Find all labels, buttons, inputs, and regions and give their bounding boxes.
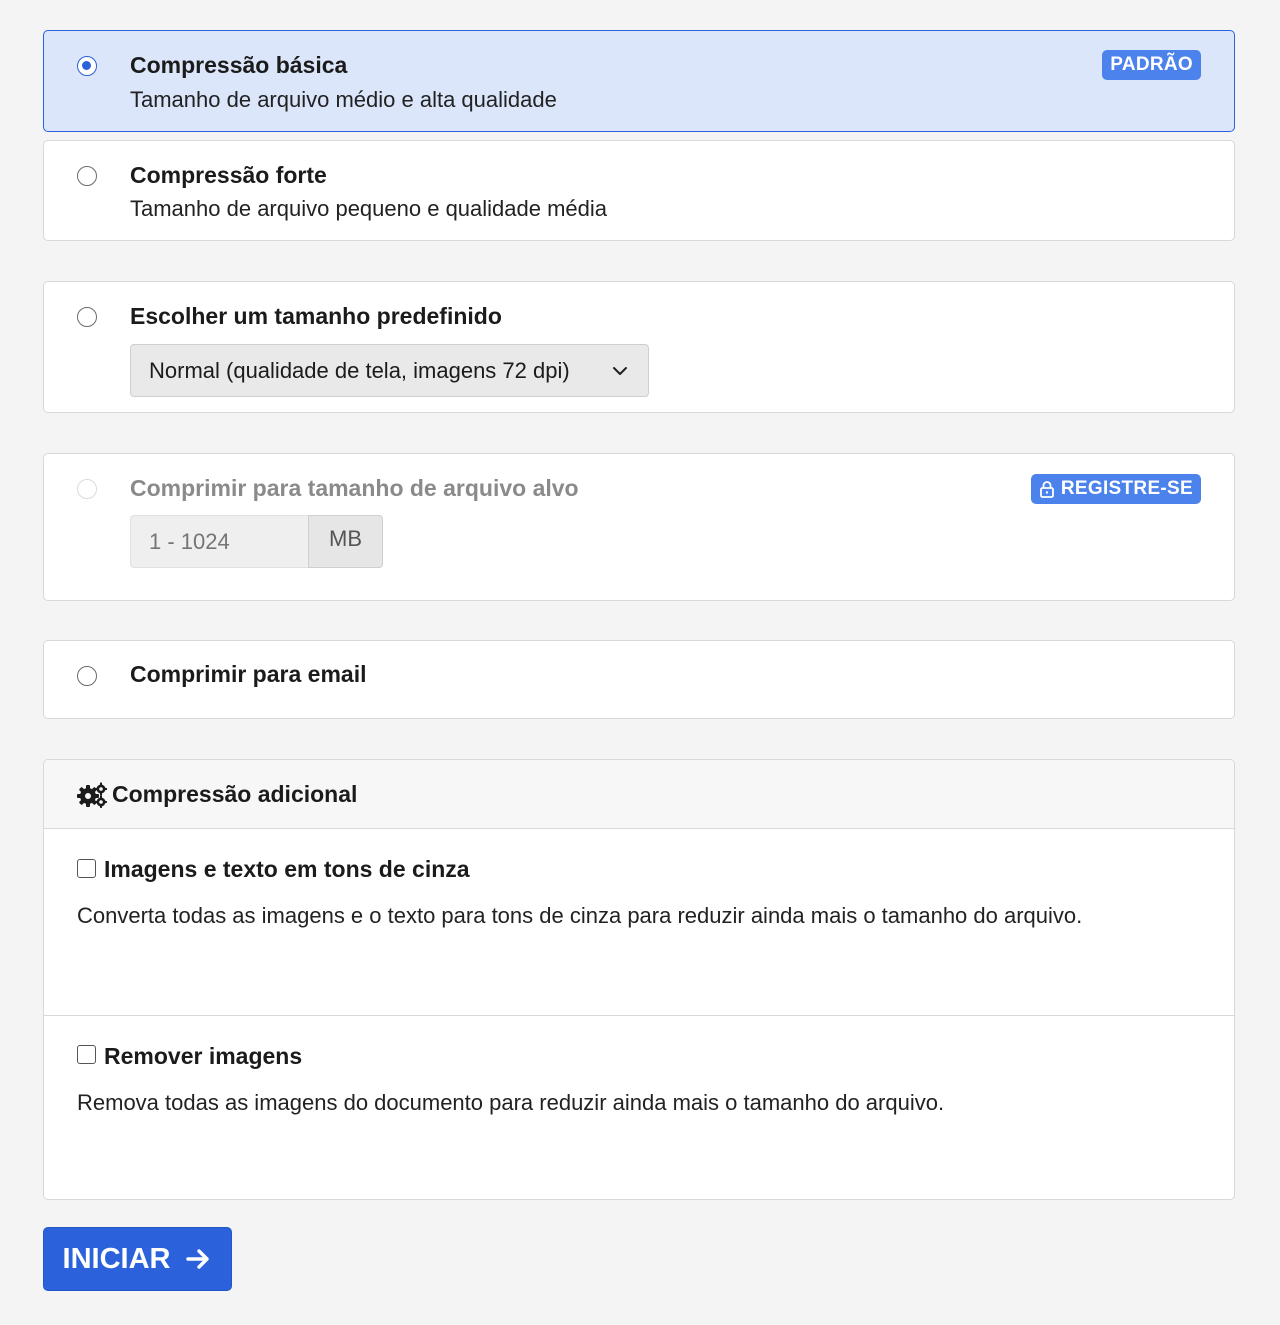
radio-predefined-size[interactable] bbox=[77, 307, 97, 327]
option-predefined-size[interactable] bbox=[43, 281, 1235, 413]
lock-icon bbox=[1039, 480, 1055, 498]
size-unit-label: MB bbox=[308, 515, 383, 568]
remove-images-description: Remova todas as imagens do documento para reduzir ainda mais o tamanho do arquivo. bbox=[77, 1090, 945, 1115]
remove-images-checkbox[interactable] bbox=[77, 1045, 96, 1064]
grayscale-label[interactable]: Imagens e texto em tons de cinza bbox=[104, 856, 470, 882]
target-size-input bbox=[130, 515, 308, 568]
option-title: Comprimir para email bbox=[130, 661, 367, 687]
start-button-label: INICIAR bbox=[62, 1242, 171, 1275]
option-title: Escolher um tamanho predefinido bbox=[130, 303, 502, 329]
radio-basic-compression[interactable] bbox=[77, 56, 97, 76]
option-basic-compression[interactable] bbox=[43, 30, 1235, 132]
option-strong-compression[interactable] bbox=[43, 140, 1235, 241]
grayscale-description: Converta todas as imagens e o texto para tons de cinza para reduzir ainda mais o tamanho do arquivo. bbox=[77, 903, 1083, 928]
radio-email[interactable] bbox=[77, 666, 97, 686]
additional-compression-panel bbox=[43, 759, 1235, 1200]
register-badge-label: REGISTRE-SE bbox=[1060, 478, 1193, 499]
option-email[interactable] bbox=[43, 640, 1235, 719]
radio-target-size bbox=[77, 479, 97, 499]
default-badge: PADRÃO bbox=[1102, 50, 1201, 80]
divider bbox=[44, 1015, 1234, 1016]
panel-header bbox=[44, 760, 1234, 829]
option-title: Compressão forte bbox=[130, 162, 327, 188]
preset-size-value: Normal (qualidade de tela, imagens 72 dpi) bbox=[149, 358, 570, 383]
register-badge[interactable] bbox=[1031, 474, 1201, 504]
gears-icon bbox=[77, 782, 107, 808]
preset-size-select[interactable] bbox=[130, 344, 649, 397]
arrow-right-icon bbox=[184, 1245, 212, 1273]
panel-title: Compressão adicional bbox=[112, 781, 358, 807]
chevron-down-icon bbox=[610, 361, 630, 381]
grayscale-checkbox[interactable] bbox=[77, 859, 96, 878]
option-description: Tamanho de arquivo médio e alta qualidade bbox=[130, 87, 557, 112]
radio-strong-compression[interactable] bbox=[77, 166, 97, 186]
remove-images-label[interactable]: Remover imagens bbox=[104, 1043, 303, 1069]
option-target-size bbox=[43, 453, 1235, 601]
option-title: Compressão básica bbox=[130, 52, 348, 78]
option-title: Comprimir para tamanho de arquivo alvo bbox=[130, 475, 579, 501]
option-description: Tamanho de arquivo pequeno e qualidade média bbox=[130, 196, 608, 221]
start-button[interactable] bbox=[43, 1227, 232, 1291]
